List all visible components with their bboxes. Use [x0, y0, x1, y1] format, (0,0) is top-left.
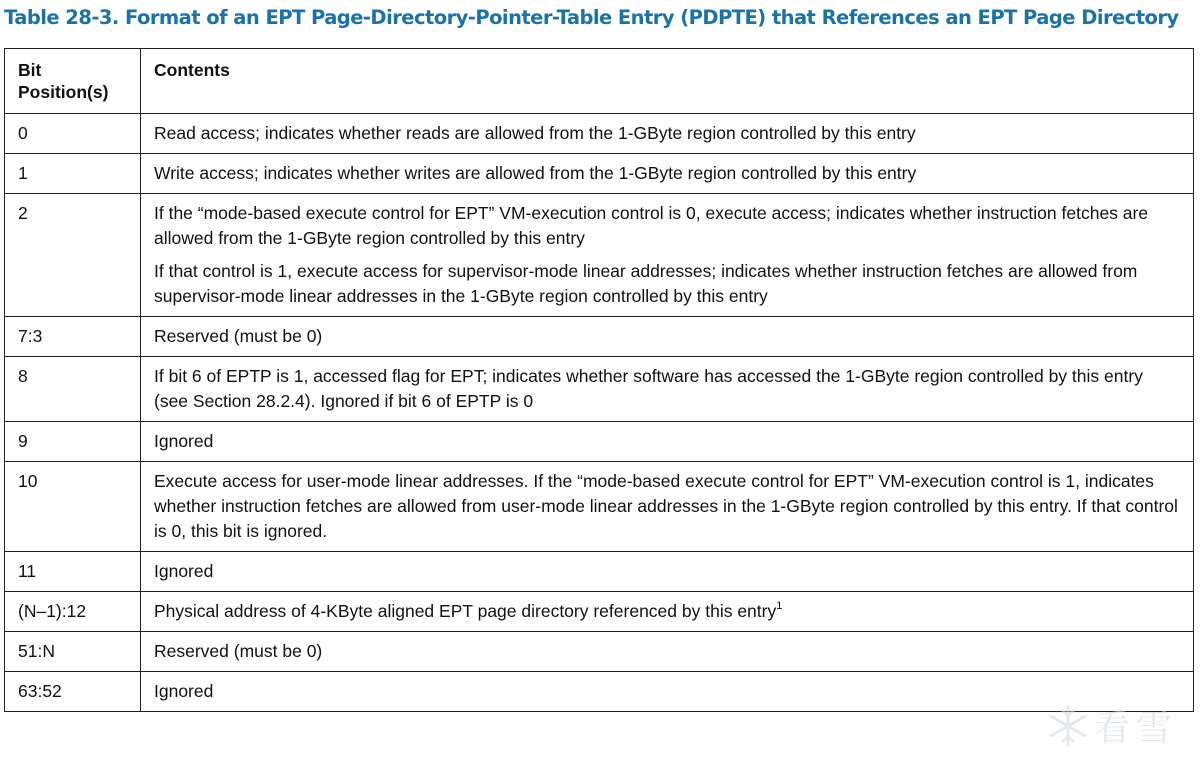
bit-position-cell: (N–1):12 [5, 592, 141, 632]
contents-paragraph [154, 259, 1181, 309]
contents-text: Read access; indicates whether reads are allowed from the 1-GByte region controlled by this entry [154, 123, 916, 143]
bit-position-cell: 51:N [5, 632, 141, 672]
bit-position-cell: 11 [5, 552, 141, 592]
contents-paragraph [154, 201, 1181, 251]
contents-text: Reserved (must be 0) [154, 641, 323, 661]
contents-paragraph [154, 679, 1181, 704]
table-row [5, 154, 1194, 194]
bit-position-cell: 7:3 [5, 317, 141, 357]
bit-position-cell: 0 [5, 114, 141, 154]
bit-position-cell: 8 [5, 357, 141, 422]
contents-cell [141, 632, 1194, 672]
header-contents: Contents [141, 49, 1194, 114]
contents-text: Ignored [154, 431, 214, 451]
contents-cell [141, 317, 1194, 357]
contents-text: Reserved (must be 0) [154, 326, 323, 346]
contents-paragraph [154, 599, 1181, 624]
contents-text: Execute access for user-mode linear addresses. If the “mode-based execute control for EPT” VM-execution control is 1, indicates whether instruction fetches are allowed from user-mode linear addresses in the 1-GByte region controlled by this entry. If that control is 0, this bit is ignored. [154, 471, 1178, 541]
table-header-row [5, 49, 1194, 114]
table-row [5, 357, 1194, 422]
header-bit-position [5, 49, 141, 114]
table-row [5, 552, 1194, 592]
contents-text: If that control is 1, execute access for supervisor-mode linear addresses; indicates whether instruction fetches are allowed from supervisor-mode linear addresses in the 1-GByte region controlled by this entry [154, 261, 1138, 306]
bit-position-cell: 2 [5, 194, 141, 317]
bit-position-cell: 10 [5, 462, 141, 552]
contents-text: Ignored [154, 681, 214, 701]
header-bit-line1: Bit [18, 60, 42, 80]
contents-cell [141, 194, 1194, 317]
contents-cell [141, 422, 1194, 462]
footnote-marker: 1 [776, 600, 783, 612]
bit-position-cell: 9 [5, 422, 141, 462]
bit-position-cell: 63:52 [5, 672, 141, 712]
table-row [5, 114, 1194, 154]
contents-cell [141, 462, 1194, 552]
header-bit-line2: Position(s) [18, 82, 109, 102]
contents-text: Write access; indicates whether writes are allowed from the 1-GByte region controlled by this entry [154, 163, 917, 183]
table-caption: Table 28-3. Format of an EPT Page-Directory-Pointer-Table Entry (PDPTE) that References an EPT Page Directory [4, 6, 1179, 29]
contents-text: Physical address of 4-KByte aligned EPT page directory referenced by this entry [154, 601, 777, 621]
contents-cell [141, 552, 1194, 592]
snowflake-icon [1046, 704, 1090, 748]
table-row [5, 672, 1194, 712]
contents-cell [141, 114, 1194, 154]
pdpte-format-table [4, 48, 1194, 712]
contents-text: Ignored [154, 561, 214, 581]
contents-cell [141, 592, 1194, 632]
bit-position-cell: 1 [5, 154, 141, 194]
table-row [5, 194, 1194, 317]
contents-paragraph [154, 364, 1181, 414]
table-row [5, 462, 1194, 552]
contents-text: If bit 6 of EPTP is 1, accessed flag for EPT; indicates whether software has accessed the 1-GByte region controlled by this entry (see Section 28.2.4). Ignored if bit 6 of EPTP is 0 [154, 366, 1143, 411]
watermark [1046, 700, 1178, 751]
table-row [5, 317, 1194, 357]
contents-text: If the “mode-based execute control for EPT” VM-execution control is 0, execute access; indicates whether instruction fetches are allowed from the 1-GByte region controlled by this entry [154, 203, 1149, 248]
contents-paragraph [154, 429, 1181, 454]
contents-cell [141, 154, 1194, 194]
contents-paragraph [154, 559, 1181, 584]
table-row [5, 422, 1194, 462]
contents-paragraph [154, 324, 1181, 349]
contents-paragraph [154, 639, 1181, 664]
contents-paragraph [154, 121, 1181, 146]
watermark-text: 看雪 [1093, 708, 1178, 749]
contents-cell [141, 357, 1194, 422]
table-row [5, 592, 1194, 632]
contents-paragraph [154, 469, 1181, 544]
contents-paragraph [154, 161, 1181, 186]
table-row [5, 632, 1194, 672]
contents-cell [141, 672, 1194, 712]
